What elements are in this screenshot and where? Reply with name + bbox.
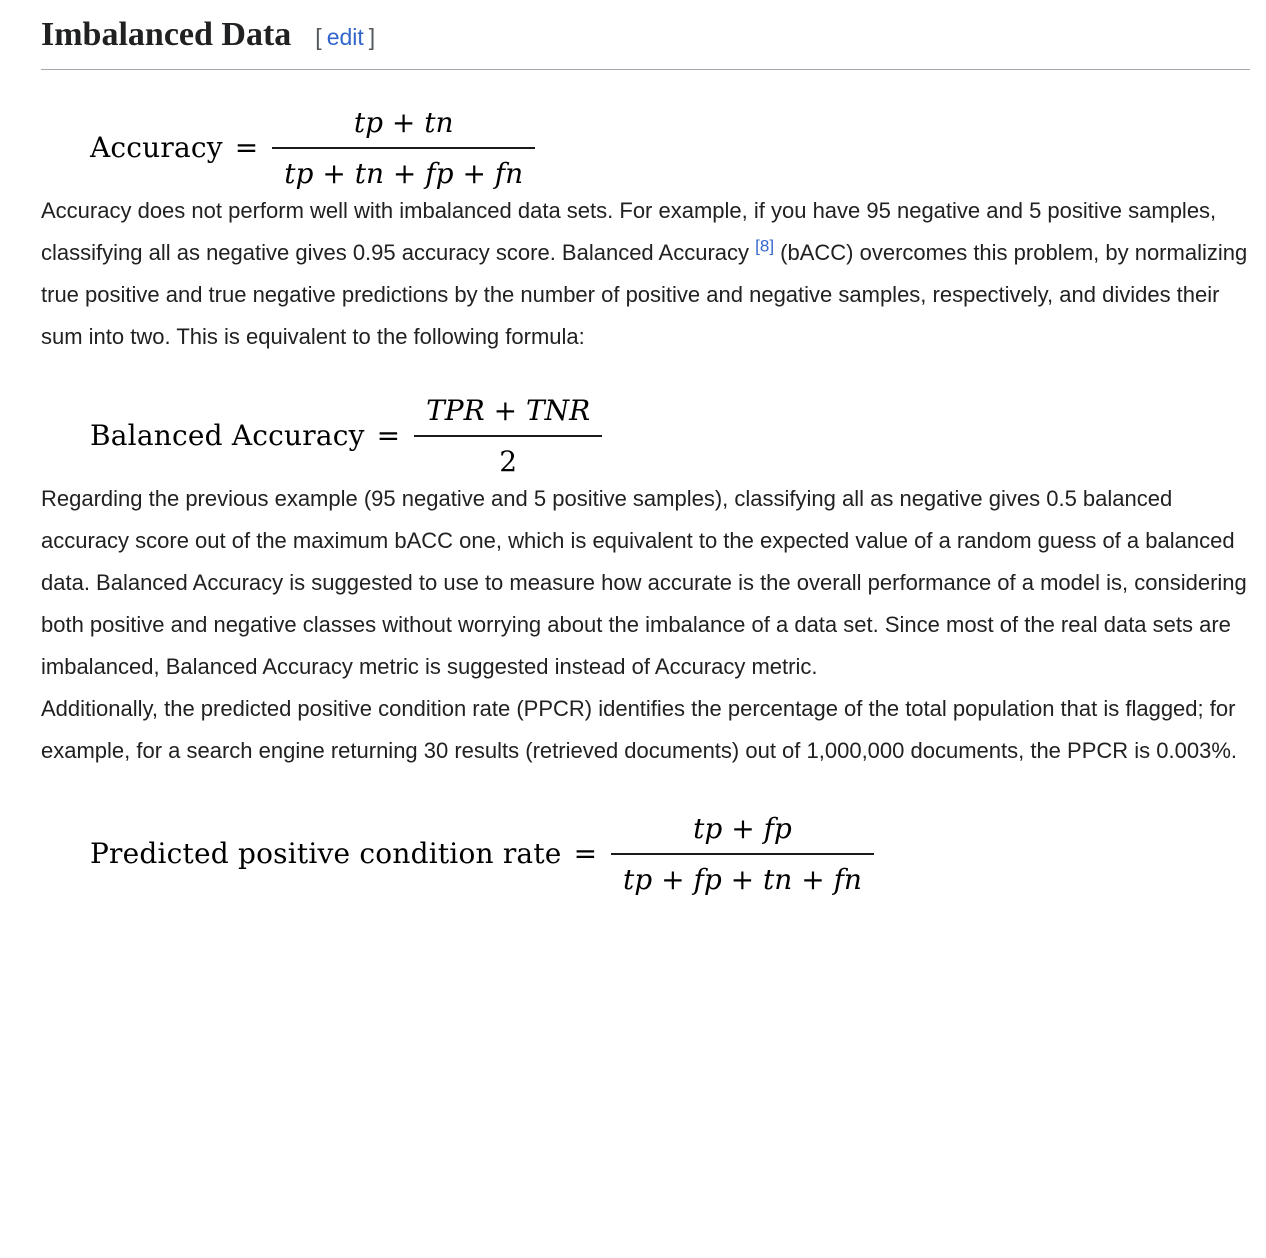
fraction [611,812,874,896]
paragraph-2: Regarding the previous example (95 negative and 5 positive samples), classifying all as negative gives 0.5 balanced accuracy score out of the maximum bACC one, which is equivalent to the expected value of a random guess of a balanced data. Balanced Accuracy is suggested to use to measure how accurate is the overall performance of a model is, considering both positive and negative classes without worrying about the imbalance of a data set. Since most of the real data sets are imbalanced, Balanced Accuracy metric is suggested instead of Accuracy metric. [41,485,1247,679]
denominator: 2 [499,444,518,478]
numerator: TPR + TNR [414,394,602,437]
formula-balanced-accuracy [90,394,1250,478]
reference-8 [755,236,774,255]
reference-8-link[interactable]: [8] [755,236,775,256]
formula-lhs: Balanced Accuracy [90,419,365,452]
section-heading [41,10,1250,70]
formula-accuracy [90,106,1250,190]
formula-lhs: Accuracy [90,131,223,164]
edit-bracket-open: [ [315,24,322,50]
paragraph-1-text-after-ref: (bACC) overcomes this problem, by normalizing true positive and true negative predictions by the number of positive and negative samples, respectively, and divides their sum into two. This is equivalent to the following formula: [41,239,1248,349]
edit-bracket-close: ] [368,24,376,50]
formula-lhs: Predicted positive condition rate [90,837,562,870]
equals-sign: = [376,419,401,452]
fraction [414,394,602,478]
paragraph-1-text-before-ref: Accuracy does not perform well with imbalanced data sets. For example, if you have 95 negative and 5 positive samples, classifying all as negative gives 0.95 accuracy score. Balanced Accuracy [41,197,1217,265]
numerator: tp + fp [611,812,874,855]
paragraph-3: Additionally, the predicted positive condition rate (PPCR) identifies the percentage of the total population that is flagged; for example, for a search engine returning 30 results (retrieved documents) out of 1,000,000 documents, the PPCR is 0.003%. [41,695,1237,763]
edit-link[interactable]: edit [326,24,364,50]
section-title: Imbalanced Data [41,16,292,53]
paragraph-1 [41,190,1250,358]
equals-sign: = [234,131,259,164]
equals-sign: = [573,837,598,870]
denominator: tp + tn + fp + fn [284,156,524,190]
denominator: tp + fp + tn + fn [623,862,862,896]
numerator: tp + tn [272,106,535,149]
edit-section [315,23,375,52]
fraction [272,106,535,190]
formula-ppcr [90,812,1250,896]
